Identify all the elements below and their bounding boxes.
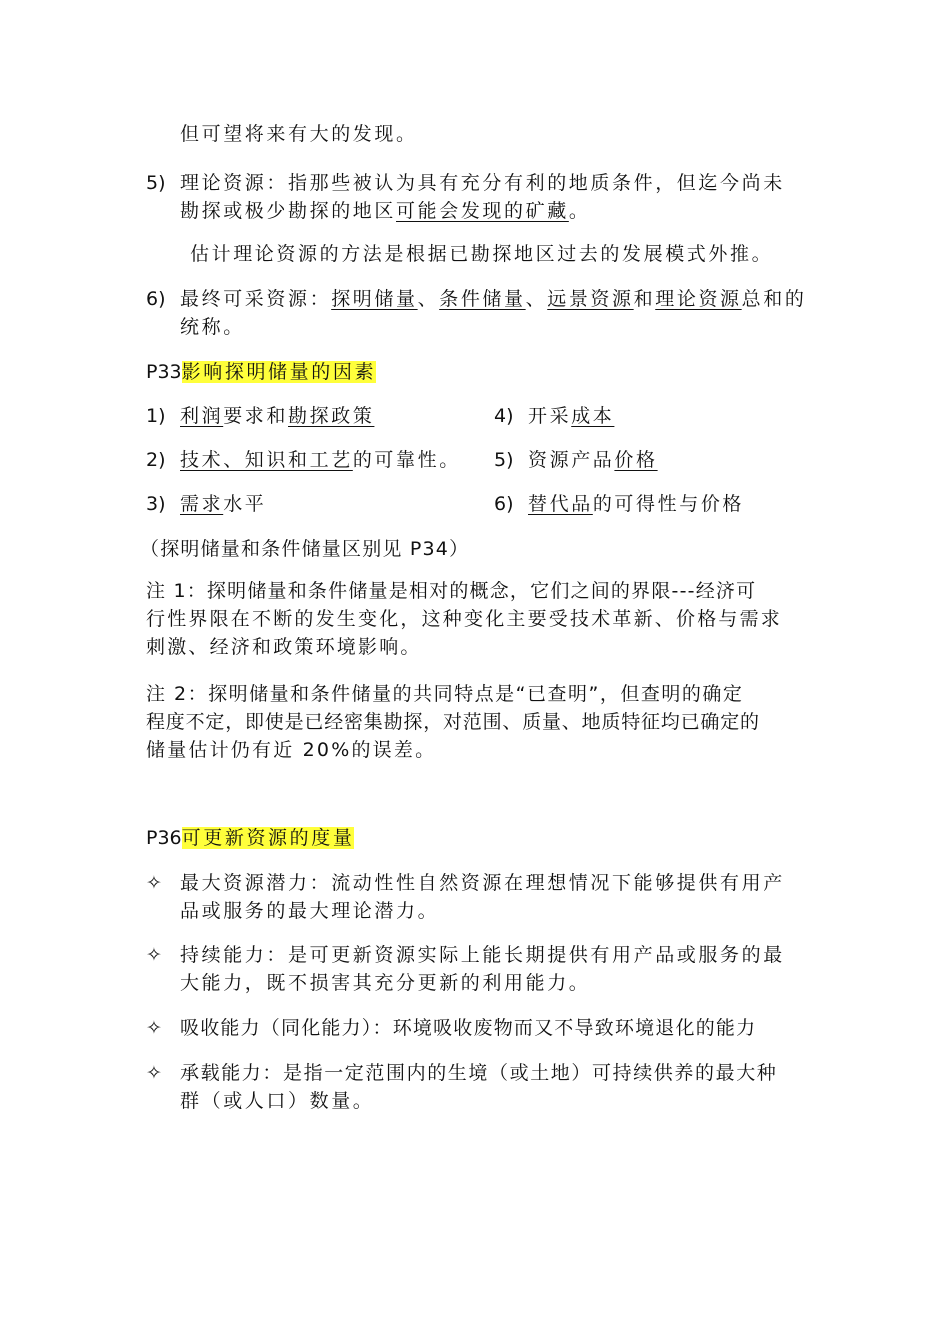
page-ref: P36 [146,827,182,849]
item-text: 理论资源：指那些被认为具有充分有利的地质条件，但迄今尚未 [180,172,785,194]
measure-item-2-line2: 大能力，既不损害其充分更新的利用能力。 [180,972,591,994]
theory-resource-note: 估计理论资源的方法是根据已勘探地区过去的发展模式外推。 [190,243,774,265]
underlined-text: 勘探政策 [288,405,375,427]
item-text: 要求和 [223,405,289,427]
diamond-bullet-icon: ✧ [146,872,162,894]
factor-row-2 [146,448,461,472]
measure-item-4 [146,1061,777,1085]
measure-item-1-line2: 品或服务的最大理论潜力。 [180,900,440,922]
list-item-5-line2 [180,199,590,223]
item-text: 勘探或极少勘探的地区 [180,200,397,222]
item-number: 2) [146,449,166,471]
item-number: 5) [146,172,166,194]
list-item-5 [146,171,785,195]
underlined-text: 可能会发现的矿藏 [396,200,569,222]
item-text: 最大资源潜力：流动性性自然资源在理想情况下能够提供有用产 [180,872,785,894]
item-text: 、 [525,288,548,310]
underlined-text: 替代品 [528,493,593,515]
factor-row-3 [146,492,266,516]
factor-row-4 [494,404,614,428]
highlighted-title: 可更新资源的度量 [181,827,355,849]
item-text: 持续能力：是可更新资源实际上能长期提供有用产品或服务的最 [180,944,785,966]
factor-row-1 [146,404,374,428]
underlined-text: 探明储量 [331,288,418,310]
item-number: 4) [494,405,514,427]
diamond-bullet-icon: ✧ [146,944,162,966]
measure-item-3 [146,1016,756,1040]
item-text: 开采 [528,405,572,427]
item-text: 总和的 [741,288,807,310]
diamond-bullet-icon: ✧ [146,1017,162,1039]
item-number: 6) [146,288,166,310]
item-number: 5) [494,449,514,471]
section-heading-p33 [146,360,376,384]
item-text: 的可得性与价格 [592,493,745,515]
item-text: 资源产品 [528,449,615,471]
item-text: 吸收能力（同化能力）：环境吸收废物而又不导致环境退化的能力 [180,1017,757,1039]
note-1-line1: 注 1：探明储量和条件储量是相对的概念，它们之间的界限---经济可 [146,580,757,602]
item-text: 承载能力：是指一定范围内的生境（或土地）可持续供养的最大种 [180,1062,778,1084]
measure-item-4-line2: 群（或人口）数量。 [180,1090,375,1112]
underlined-text: 技术、知识和工艺 [180,449,353,471]
note-1-line3: 刺激、经济和政策环境影响。 [146,636,422,658]
item-text: 水平 [223,493,267,515]
item-text: 、 [417,288,440,310]
item-number: 3) [146,493,166,515]
underlined-text: 成本 [571,405,615,427]
item-number: 6) [494,493,514,515]
reference-note: （探明储量和条件储量区别见 P34） [140,538,470,560]
note-1-line2: 行性界限在不断的发生变化，这种变化主要受技术革新、价格与需求 [146,608,783,630]
list-item-6 [146,287,806,311]
measure-item-1 [146,871,785,895]
underlined-text: 利润 [180,405,224,427]
item-text: 最终可采资源： [180,288,332,310]
underlined-text: 需求 [180,493,224,515]
note-2-line3: 储量估计仍有近 20%的误差。 [146,739,437,761]
underlined-text: 理论资源 [655,288,742,310]
underlined-text: 价格 [614,449,658,471]
item-text: 。 [568,200,591,222]
intro-line: 但可望将来有大的发现。 [180,123,418,145]
factor-row-5 [494,448,658,472]
factor-row-6 [494,492,744,516]
measure-item-2 [146,943,785,967]
item-text: 和 [633,288,656,310]
note-2-line1: 注 2：探明储量和条件储量的共同特点是“已查明”，但查明的确定 [146,683,744,705]
diamond-bullet-icon: ✧ [146,1062,162,1084]
underlined-text: 远景资源 [547,288,634,310]
list-item-6-line2: 统称。 [180,316,245,338]
page-ref: P33 [146,361,182,383]
underlined-text: 条件储量 [439,288,526,310]
highlighted-title: 影响探明储量的因素 [181,361,377,383]
note-2-line2: 程度不定，即使是已经密集勘探，对范围、质量、地质特征均已确定的 [146,711,760,733]
item-text: 的可靠性。 [352,449,461,471]
item-number: 1) [146,405,166,427]
section-heading-p36 [146,826,354,850]
